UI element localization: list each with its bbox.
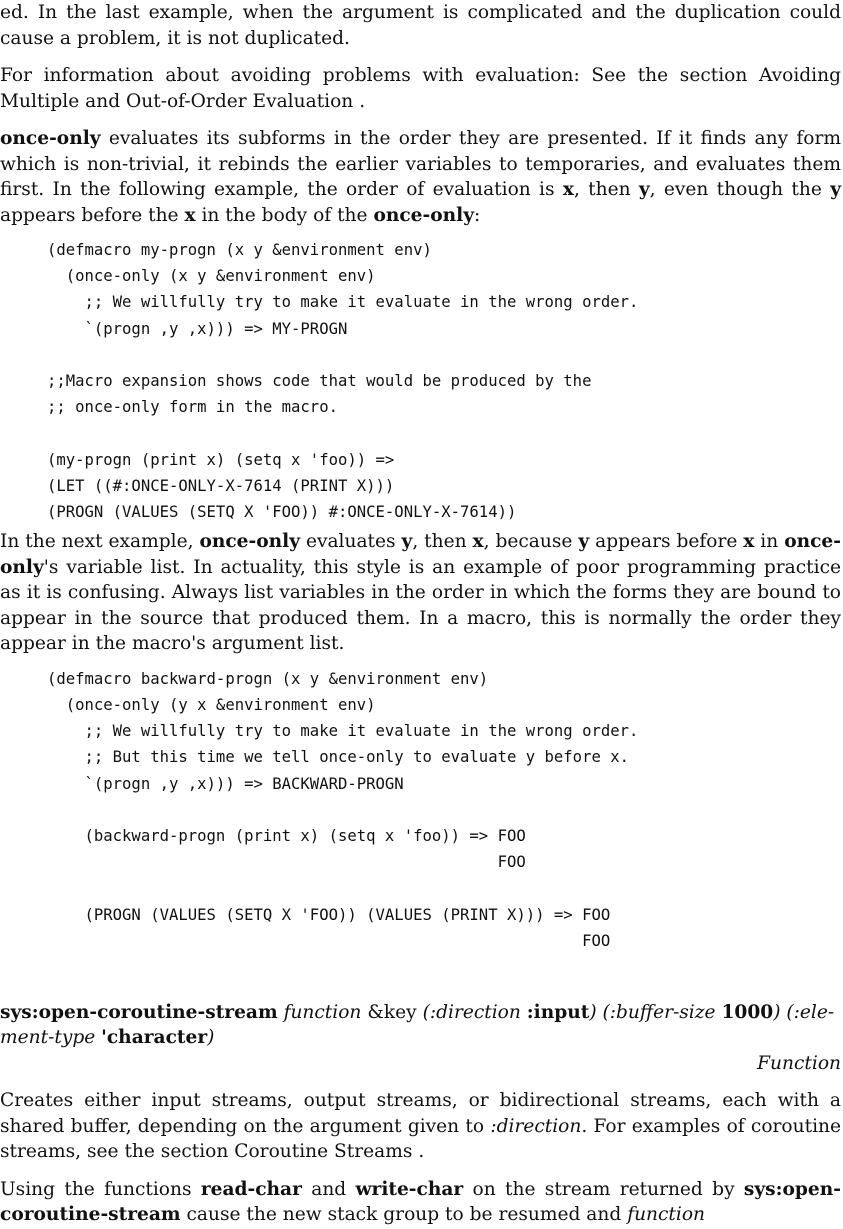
code-example-backward-progn: (defmacro backward-progn (x y &environment env) (once-only (y x &environment env) ;; We willfully try to make it evaluate in the wrong order. ;; But this time we tell once-only to evaluate y before x. `(progn ,y ,x))) => BACKWARD-PROGN (backward-progn (print x) (setq x 'foo)) => FOO FOO (PROGN (VALUES (SETQ X 'FOO)) (VALUES (PRINT X))) => FOO FOO (46, 669, 639, 950)
function-open-coroutine-stream: sys:open-coroutine-stream (0, 1178, 841, 1226)
paragraph-once-only-order: once-only evaluates its subforms in the order they are presented. If it finds any form which is non-trivial, it rebinds the earlier variables to temporaries, and evaluates them first. In the following example, the order of evaluation is x, then y, even though the y appears before the x in the body of the once-only: (0, 128, 841, 226)
term-once-only: once-only (0, 531, 841, 578)
paragraph-see-also: For information about avoiding problems with evaluation: See the section Avoiding Multiple and Out-of-Order Evaluation . (0, 65, 841, 112)
function-argument: function (283, 1001, 362, 1023)
paragraph-next-example: In the next example, once-only evaluates y, then x, because y appears before x in once-only's variable list. In actuality, this style is an example of poor programming practice as it is confusing. Always list variables in the order in which the forms they are bound to appear in the source that produced them. In a macro, this is normally the order they appear in the macro's argument list. (0, 531, 841, 655)
paragraph-continuation: ed. In the last example, when the argument is complicated and the duplication could cause a problem, it is not duplicated. (0, 2, 841, 49)
term-once-only: once-only (373, 204, 475, 226)
paragraph-read-write-char: Using the functions read-char and write-char on the stream returned by sys:open-coroutine-stream cause the new stack group to be resumed and function (0, 1178, 841, 1226)
definition-kind: Function (757, 1052, 841, 1074)
function-read-char: read-char (200, 1178, 302, 1200)
function-write-char: write-char (355, 1178, 464, 1200)
function-name: sys:open-coroutine-stream (0, 1001, 278, 1023)
paragraph-coroutine-description: Creates either input streams, output streams, or bidirectional streams, each with a shared buffer, depending on the argument given to :direction. For examples of coroutine streams, see the section Coroutine Streams . (0, 1090, 841, 1163)
function-definition-header: sys:open-coroutine-stream function &key (:direction :input) (:buffer-size 1000) (:ele-ment-type 'character) Function (0, 1001, 841, 1074)
argument-direction: :direction (490, 1115, 582, 1137)
code-example-my-progn: (defmacro my-progn (x y &environment env) (once-only (x y &environment env) ;; We willfully try to make it evaluate in the wrong order. `(progn ,y ,x))) => MY-PROGN ;;Macro expansion shows code that would be produced by the ;; once-only form in the macro. (my-progn (print x) (setq x 'foo)) => (LET ((#:ONCE-ONLY-X-7614 (PRINT X))) (PROGN (VALUES (SETQ X 'FOO)) #:ONCE-ONLY-X-7614)) (46, 241, 639, 522)
term-once-only: once-only (0, 128, 101, 149)
lambda-keyword: &key (367, 1001, 417, 1023)
term-once-only: once-only (199, 531, 301, 553)
